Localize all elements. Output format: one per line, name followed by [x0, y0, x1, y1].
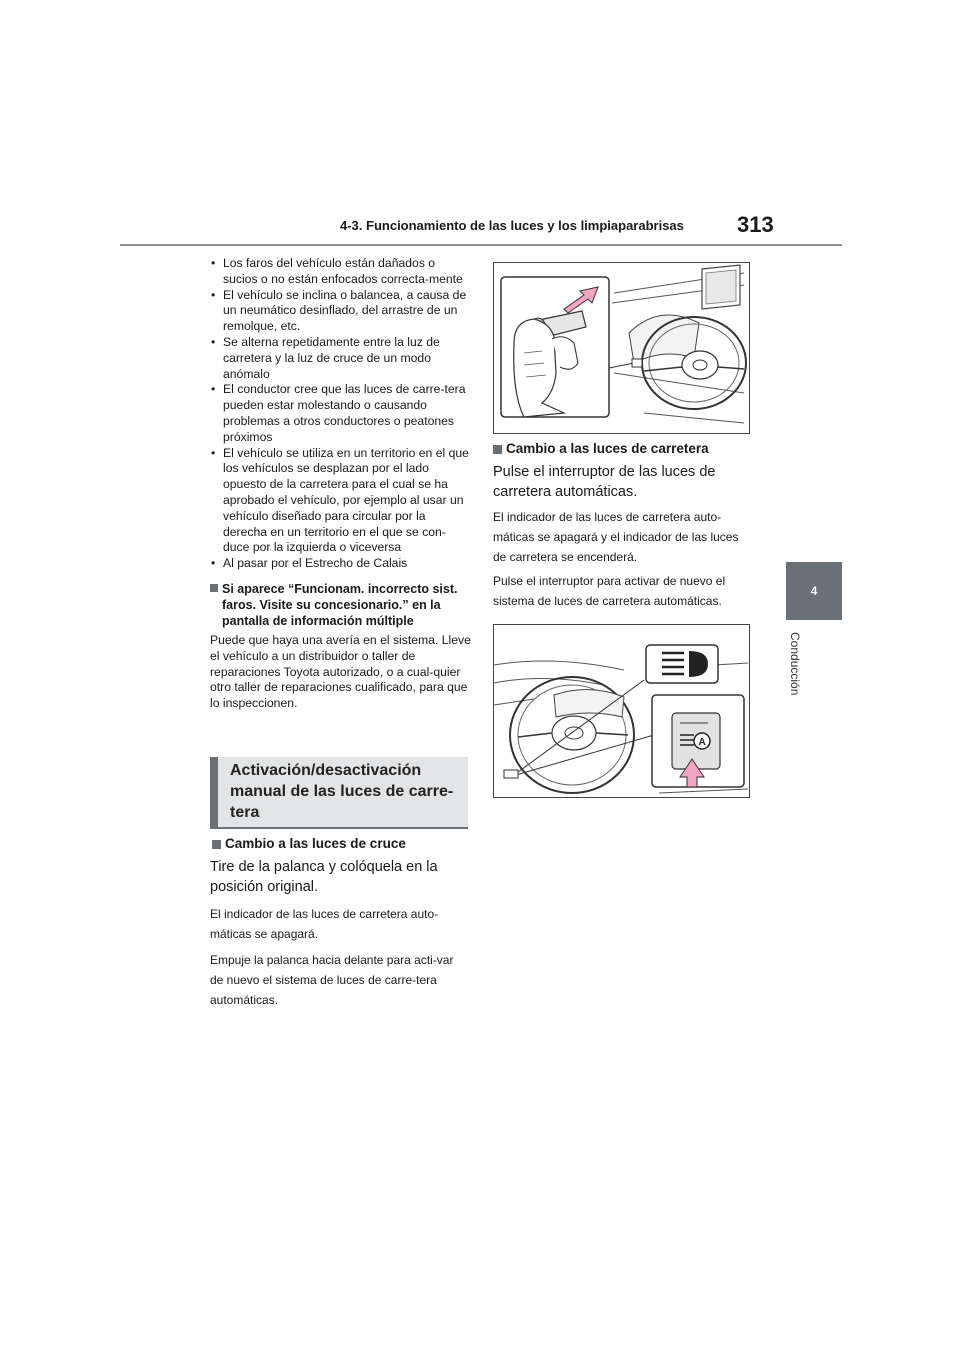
- high-beam-para1: El indicador de las luces de carretera auto-máticas se apagará y el indicador de las luces de carretera se encenderá.: [493, 510, 739, 564]
- square-bullet-icon: [210, 584, 218, 592]
- list-item: • El vehículo se utiliza en un territorio en el que los vehículos se desplazan por el lado opuesto de la carretera para el cual se ha aprobado el vehículo, por ejemplo al usar un vehículo diseñado para circular por la derecha en un territorio en el que se con-duce por la izquierda o viceversa: [210, 446, 472, 557]
- square-bullet-icon: [212, 840, 221, 849]
- left-column: [210, 256, 472, 712]
- list-item: • Se alterna repetidamente entre la luz de carretera y la luz de cruce de un modo anómalo: [210, 335, 472, 382]
- section-header: [210, 757, 468, 829]
- list-item: • El conductor cree que las luces de carre-tera pueden estar molestando o causando problemas a otros conductores o peatones próximos: [210, 382, 472, 445]
- switch-drawing: [494, 625, 749, 797]
- lever-drawing: [494, 263, 749, 433]
- low-beam-para2: Empuje la palanca hacia delante para acti-var de nuevo el sistema de luces de carre-tera automáticas.: [210, 953, 454, 1007]
- lever-illustration: [493, 262, 750, 434]
- header-rule: [120, 244, 842, 246]
- page-number: 313: [737, 212, 774, 237]
- square-bullet-icon: [493, 445, 502, 454]
- condition-list: [210, 256, 472, 572]
- section-title-text: Activación/desactivación manual de las luces de carre-tera: [230, 762, 454, 821]
- chapter-label: Conducción: [788, 632, 802, 696]
- auto-letter-icon: A: [698, 737, 706, 748]
- low-beam-heading-text: Cambio a las luces de cruce: [225, 836, 406, 851]
- chapter-tab: 4: [786, 562, 842, 620]
- warning-body: Puede que haya una avería en el sistema. Lleve el vehículo a un distribuidor o taller de reparaciones Toyota autorizado, o a cual-quier otro taller de reparaciones cualificado, para que lo inspeccionen.: [210, 632, 471, 711]
- list-item: • Al pasar por el Estrecho de Calais: [210, 556, 472, 572]
- section-title: 4-3. Funcionamiento de las luces y los limpiaparabrisas: [340, 218, 684, 233]
- warning-heading: [210, 581, 472, 629]
- warning-heading-text: Si aparece “Funcionam. incorrecto sist. faros. Visite su concesionario.” en la pantalla de información múltiple: [222, 581, 458, 628]
- low-beam-para1: El indicador de las luces de carretera auto-máticas se apagará.: [210, 907, 439, 941]
- high-beam-heading-text: Cambio a las luces de carretera: [506, 441, 709, 456]
- high-beam-lead: Pulse el interruptor de las luces de carretera automáticas.: [493, 464, 716, 500]
- list-item: • Los faros del vehículo están dañados o sucios o no están enfocados correcta-mente: [210, 256, 472, 288]
- list-item: • El vehículo se inclina o balancea, a causa de un neumático desinflado, del arrastre de un remolque, etc.: [210, 288, 472, 335]
- low-beam-heading: [212, 836, 406, 851]
- switch-illustration: [493, 624, 750, 798]
- high-beam-heading: [493, 441, 709, 456]
- low-beam-lead: Tire de la palanca y colóquela en la posición original.: [210, 859, 438, 895]
- high-beam-para2: Pulse el interruptor para activar de nuevo el sistema de luces de carretera automáticas.: [493, 574, 726, 608]
